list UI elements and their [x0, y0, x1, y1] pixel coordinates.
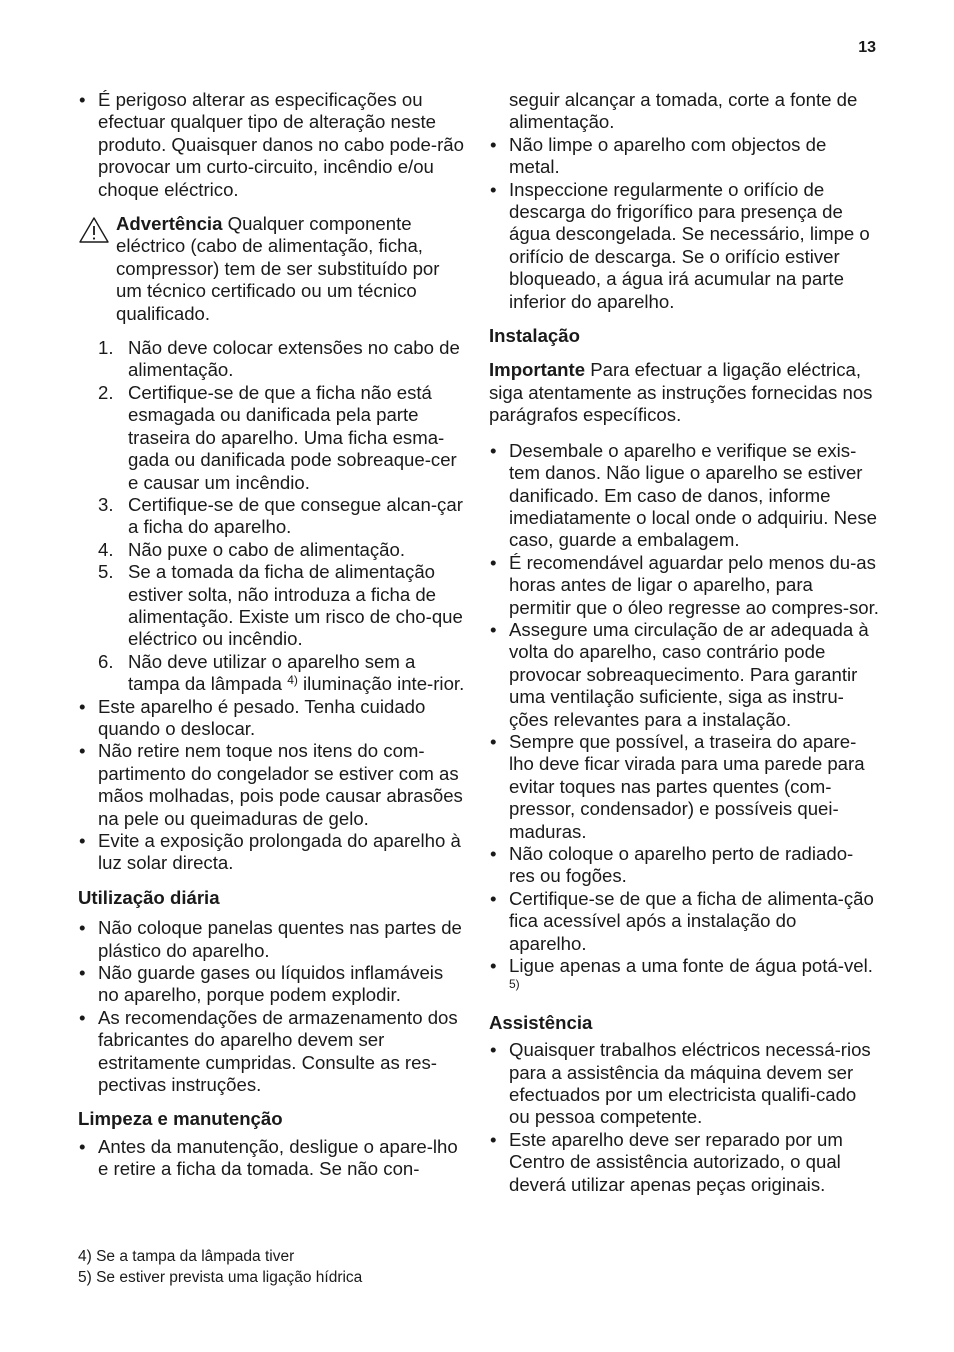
list-item: • Não coloque panelas quentes nas partes de plástico do aparelho. [78, 917, 466, 962]
important-label: Importante [489, 359, 586, 381]
footnote-ref: 4) [287, 673, 298, 688]
footnote: 5) Se estiver prevista uma ligação hídrica [78, 1269, 363, 1286]
daily-use-list [78, 917, 466, 1096]
numbered-item: 1. Não deve colocar extensões no cabo de alimentação. [98, 337, 460, 381]
numbered-item: 6. Não deve utilizar o aparelho sem a tampa da lâmpada $^{4)}$ iluminação inte-rior. [98, 650, 465, 695]
warning-text: Advertência Qualquer componente eléctrico (cabo de alimentação, ficha, compressor) tem de ser substituído por um técnico certificado ou um técnico qualificado. [116, 213, 440, 324]
list-item: • É recomendável aguardar pelo menos du-as horas antes de ligar o aparelho, para permitir que o óleo regresse ao compres-sor. [489, 552, 879, 619]
list-item: • Não limpe o aparelho com objectos de metal. [489, 134, 879, 179]
numbered-item: 5. Se a tomada da ficha de alimentação estiver solta, não introduza a ficha de alimentação. Existe um risco de cho-que eléctrico ou incêndio. [98, 561, 463, 650]
list-item: • Quaisquer trabalhos eléctricos necessá-rios para a assistência da máquina devem ser efectuados por um electricista qualifi-cado ou pessoa competente. [489, 1039, 879, 1129]
list-item: • Este aparelho é pesado. Tenha cuidado quando o deslocar. [78, 696, 466, 741]
safety-list-2 [78, 696, 466, 875]
list-item: • Ligue apenas a uma fonte de água potá-vel. $^{5)}$ [489, 955, 879, 1000]
section-heading-installation: Instalação [489, 325, 580, 347]
left-column [78, 89, 466, 1181]
footnotes [78, 1246, 362, 1288]
list-item: • Inspeccione regularmente o orifício de descarga do frigorífico para presença de água descongelada. Se necessário, limpe o orifício de descarga. Se o orifício estiver bloqueado, a água irá acumular na parte inferior do aparelho. [489, 179, 879, 313]
list-item: • As recomendações de armazenamento dos fabricantes do aparelho devem ser estritamente cumpridas. Consulte as res-pectivas instruções. [78, 1007, 466, 1097]
numbered-item: 2. Certifique-se de que a ficha não está esmagada ou danificada pela parte traseira do aparelho. Uma ficha esma-gada ou danificada pode sobreaque-cer e causar um incêndio. [98, 381, 457, 493]
list-item: • Este aparelho deve ser reparado por um Centro de assistência autorizado, o qual deverá utilizar apenas peças originais. [489, 1129, 879, 1196]
section-heading-service: Assistência [489, 1011, 593, 1033]
service-list [489, 1039, 879, 1196]
footnote: 4) Se a tampa da lâmpada tiver [78, 1248, 295, 1265]
warning-label: Advertência [116, 213, 223, 235]
list-item: • Sempre que possível, a traseira do apare-lho deve ficar virada para uma parede para evitar toques nas partes quentes (com-pressor, condensador) e possíveis quei-maduras. [489, 731, 879, 843]
list-item: • Assegure uma circulação de ar adequada à volta do aparelho, caso contrário pode provocar sobreaquecimento. Para garantir uma ventilação suficiente, siga as instru-ções relevantes para a instalação. [489, 619, 879, 731]
cleaning-continued: seguir alcançar a tomada, corte a fonte de alimentação. [509, 89, 858, 133]
warning-block [78, 213, 466, 325]
list-item: • Certifique-se de que a ficha de alimenta-ção fica acessível após a instalação do aparelho. [489, 888, 879, 955]
installation-list [489, 440, 879, 1000]
list-item: • Não coloque o aparelho perto de radiado-res ou fogões. [489, 843, 879, 888]
list-item: • Antes da manutenção, desligue o apare-lho e retire a ficha da tomada. Se não con- [78, 1136, 466, 1181]
important-note: Importante Para efectuar a ligação eléctrica, siga atentamente as instruções fornecidas nos parágrafos específicos. [489, 359, 873, 426]
right-column [489, 89, 879, 1196]
list-item: • Desembale o aparelho e verifique se exis-tem danos. Não ligue o aparelho se estiver danificado. Em caso de danos, informe imediatamente o local onde o adquiriu. Nese caso, guarde a embalagem. [489, 440, 879, 552]
list-item: • Não retire nem toque nos itens do com-partimento do congelador se estiver com as mãos molhadas, pois pode causar abrasões na pele ou queimaduras de gelo. [78, 740, 466, 830]
numbered-item: 4. Não puxe o cabo de alimentação. [98, 538, 406, 560]
footnote-ref: 5) [509, 977, 520, 992]
warning-triangle-icon [78, 216, 110, 244]
list-item: • Não guarde gases ou líquidos inflamáveis no aparelho, porque podem explodir. [78, 962, 466, 1007]
section-heading-daily-use: Utilização diária [78, 886, 220, 908]
cleaning-list-cont [489, 134, 879, 313]
cleaning-list [78, 1136, 466, 1181]
page-number: 13 [858, 39, 876, 56]
list-item: • É perigoso alterar as especificações ou efectuar qualquer tipo de alteração neste produto. Quaisquer danos no cabo pode-rão provocar um curto-circuito, incêndio e/ou choque eléctrico. [78, 89, 466, 201]
numbered-item: 3. Certifique-se de que consegue alcan-çar a ficha do aparelho. [98, 493, 463, 538]
list-item: • Evite a exposição prolongada do aparelho à luz solar directa. [78, 830, 466, 875]
safety-list [78, 89, 466, 201]
numbered-list [78, 337, 466, 696]
section-heading-cleaning: Limpeza e manutenção [78, 1108, 283, 1130]
